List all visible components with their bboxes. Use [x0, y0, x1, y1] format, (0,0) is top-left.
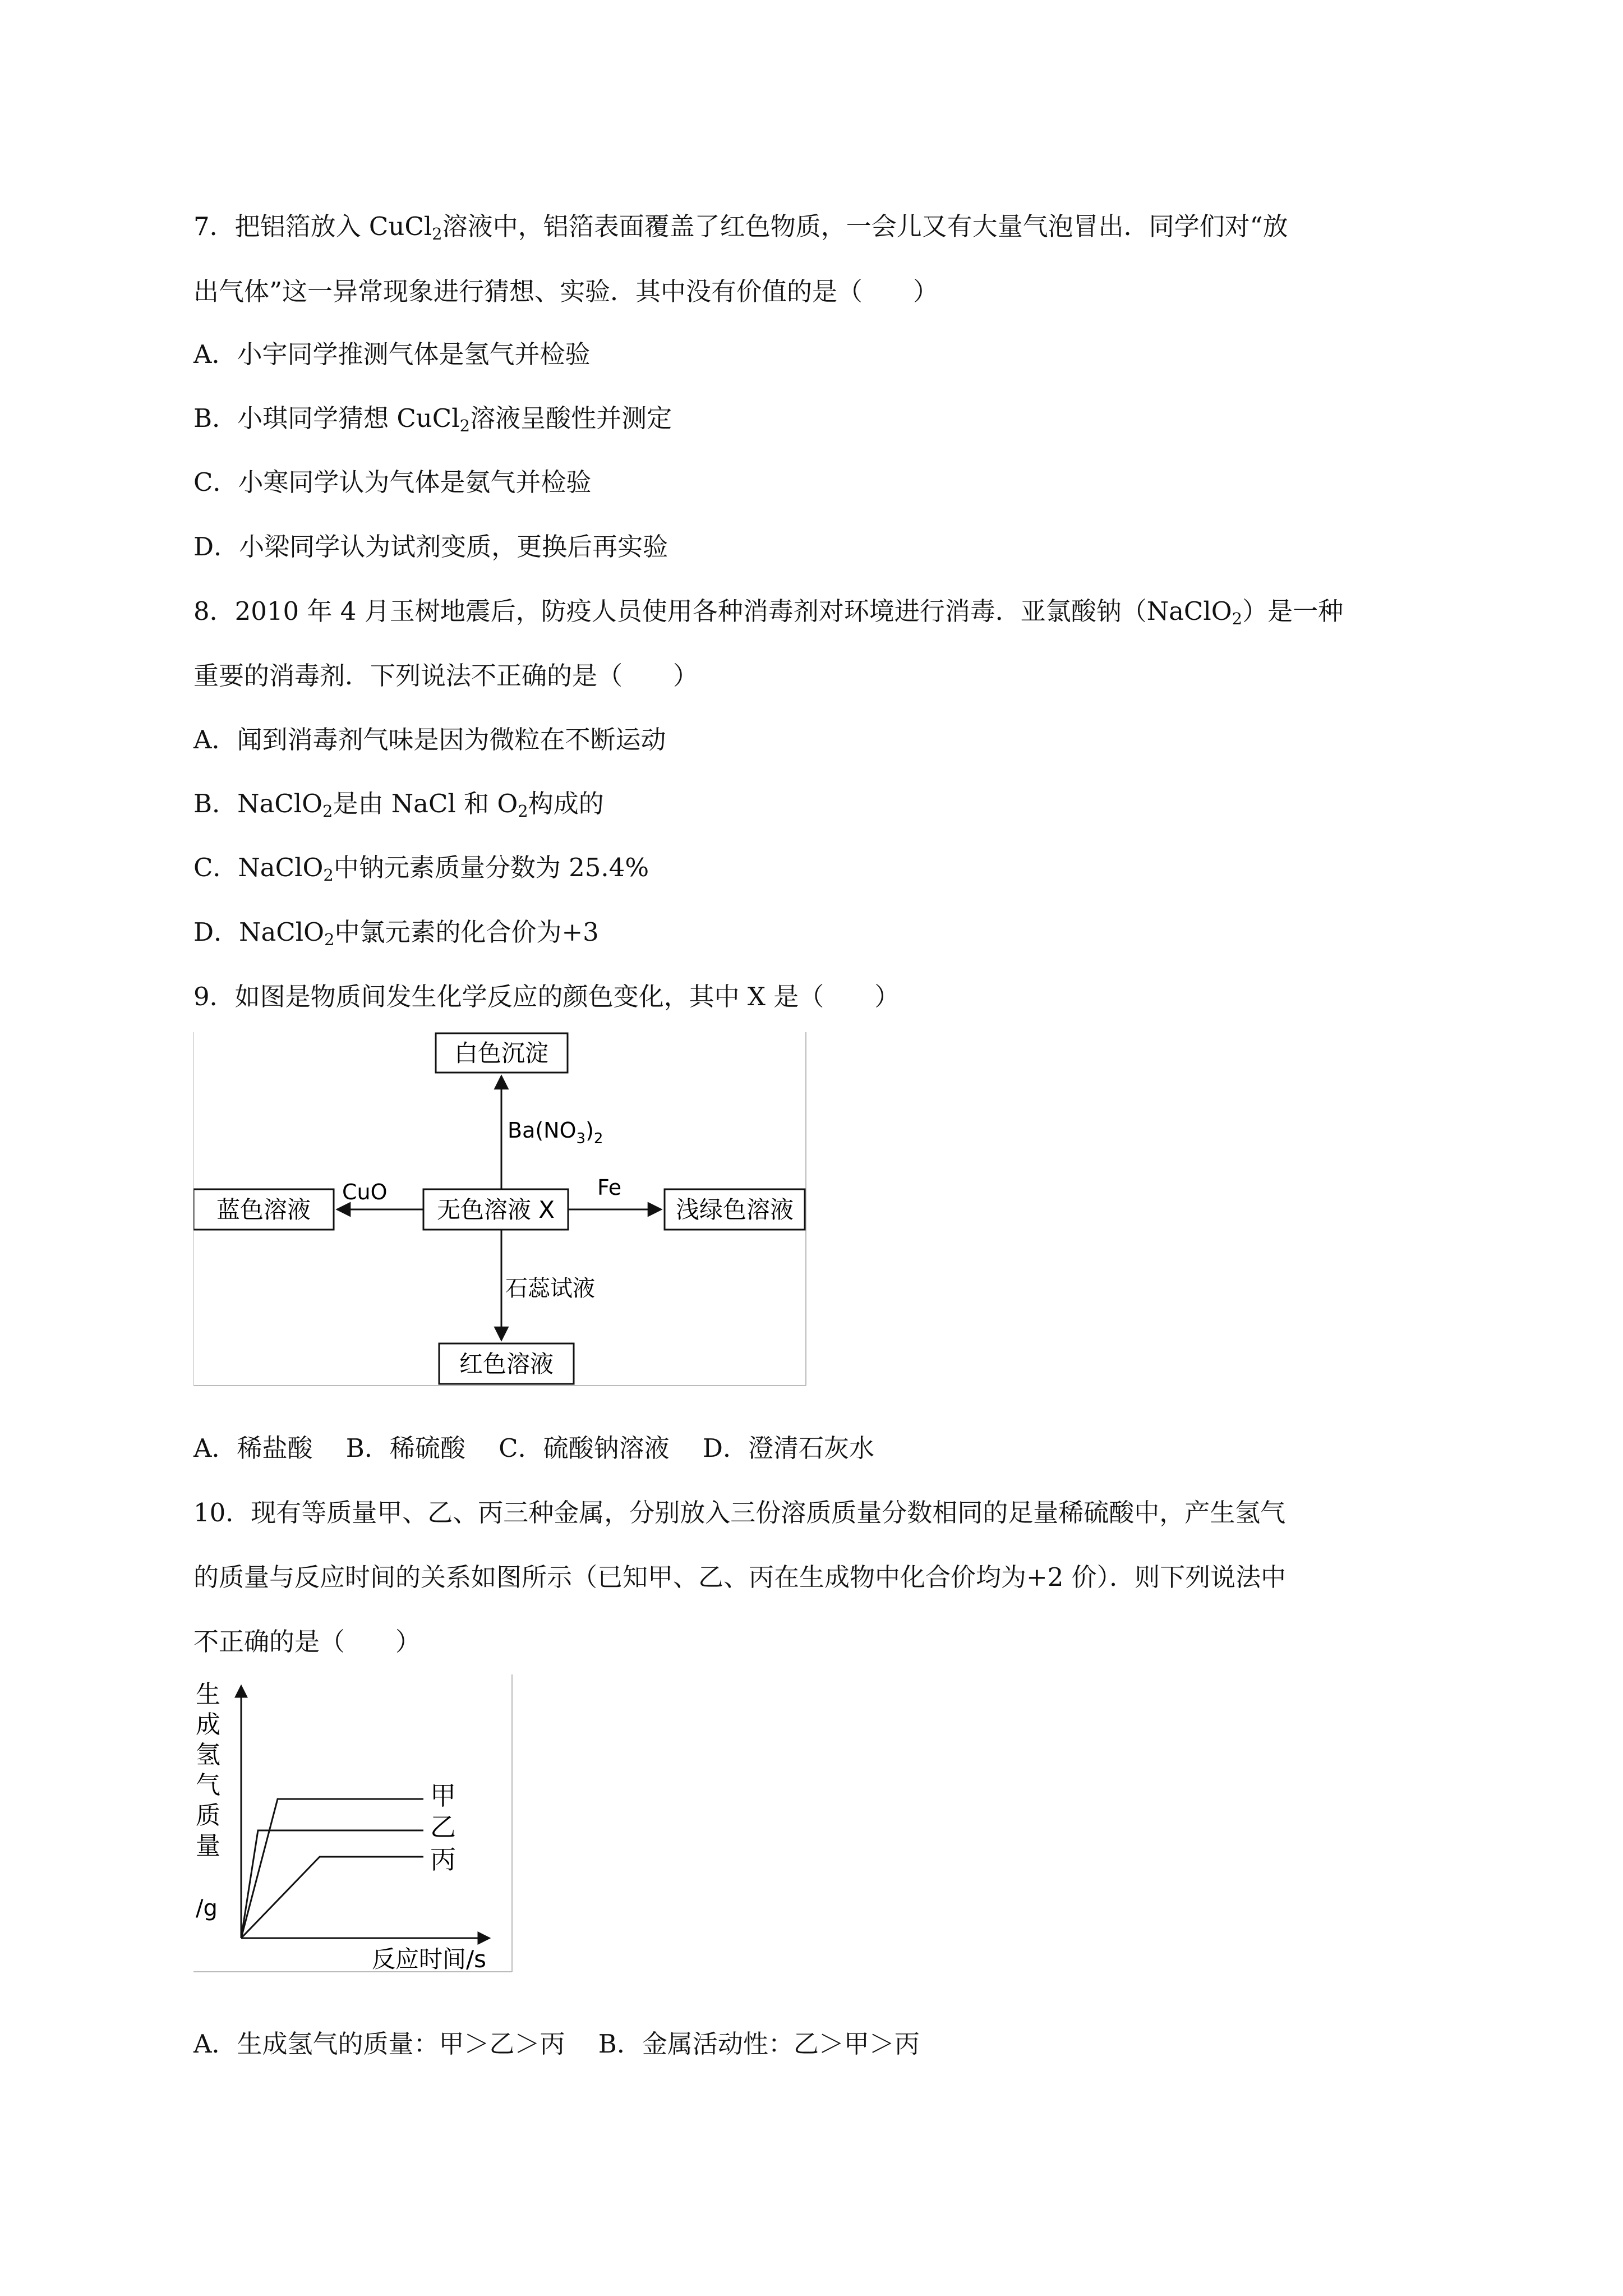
q8-option-a: A．闻到消毒剂气味是因为微粒在不断运动: [193, 725, 666, 754]
x-axis-label: 反应时间/s: [372, 1945, 487, 1973]
q7-stem-line2: 出气体”这一异常现象进行猜想、实验．其中没有价值的是（ ）: [193, 277, 939, 306]
svg-text:量: 量: [196, 1832, 220, 1860]
q8-stem-line1: 8．2010 年 4 月玉树地震后，防疫人员使用各种消毒剂对环境进行消毒．亚氯酸钠（NaClO$_2$）是一种: [193, 596, 1344, 628]
q7-option-b: B．小琪同学猜想 CuCl$_2$溶液呈酸性并测定: [193, 403, 672, 435]
arrow-right-label: Fe: [597, 1175, 622, 1200]
q7-option-d: D．小梁同学认为试剂变质，更换后再实验: [193, 532, 668, 562]
svg-text:氢: 氢: [196, 1741, 220, 1769]
q10-stem-line2: 的质量与反应时间的关系如图所示（已知甲、乙、丙在生成物中化合价均为+2 价）．则下列说法中: [193, 1562, 1287, 1592]
series-line-bing: [241, 1857, 423, 1938]
q9-options: A．稀盐酸 B．稀硫酸 C．硫酸钠溶液 D．澄清石灰水: [193, 1433, 874, 1463]
box-top-label: 白色沉淀: [454, 1039, 549, 1067]
svg-text:/g: /g: [196, 1895, 218, 1921]
q8-option-d: D．NaClO$_2$中氯元素的化合价为+3: [193, 917, 599, 949]
series-line-yi: [241, 1830, 423, 1938]
arrow-down-label: 石蕊试液: [505, 1276, 595, 1301]
q8-option-c: C．NaClO$_2$中钠元素质量分数为 25.4%: [193, 853, 649, 885]
reaction-diagram: [193, 1032, 810, 1391]
svg-text:成: 成: [196, 1710, 220, 1739]
series-label-jia: 甲: [430, 1780, 456, 1811]
svg-text:质: 质: [196, 1801, 220, 1830]
q10-options-ab: A．生成氢气的质量：甲＞乙＞丙 B．金属活动性：乙＞甲＞丙: [193, 2029, 920, 2059]
series-line-jia: [241, 1799, 423, 1938]
svg-text:气: 气: [196, 1771, 220, 1800]
box-left-label: 蓝色溶液: [216, 1196, 311, 1223]
q10-stem-line1: 10．现有等质量甲、乙、丙三种金属，分别放入三份溶质质量分数相同的足量稀硫酸中，产生氢气: [193, 1498, 1286, 1527]
y-axis-label: [196, 1680, 220, 1921]
q7-option-a: A．小宇同学推测气体是氢气并检验: [193, 339, 591, 369]
hydrogen-mass-graph: [193, 1674, 519, 1977]
q10-stem-line3: 不正确的是（ ）: [193, 1627, 421, 1657]
box-center-label: 无色溶液 X: [436, 1196, 555, 1223]
q9-stem: 9．如图是物质间发生化学反应的颜色变化，其中 X 是（ ）: [193, 982, 900, 1011]
arrow-left-label: CuO: [342, 1180, 388, 1204]
arrow-up-label: $Ba(NO_3)_2$: [508, 1118, 603, 1147]
box-bottom-label: 红色溶液: [459, 1350, 554, 1378]
q8-option-b: B．NaClO$_2$是由 NaCl 和 $O_2$构成的: [193, 789, 604, 821]
svg-text:生: 生: [196, 1680, 220, 1709]
q7-stem-line1: 7．把铝箔放入 CuCl$_2$溶液中，铝箔表面覆盖了红色物质，一会儿又有大量气泡冒出．同学们对“放: [193, 211, 1288, 243]
series-label-yi: 乙: [430, 1812, 456, 1842]
box-right-label: 浅绿色溶液: [675, 1196, 794, 1223]
q7-option-c: C．小寒同学认为气体是氨气并检验: [193, 467, 592, 497]
q8-stem-line2: 重要的消毒剂．下列说法不正确的是（ ）: [193, 661, 699, 691]
series-label-bing: 丙: [430, 1844, 456, 1875]
